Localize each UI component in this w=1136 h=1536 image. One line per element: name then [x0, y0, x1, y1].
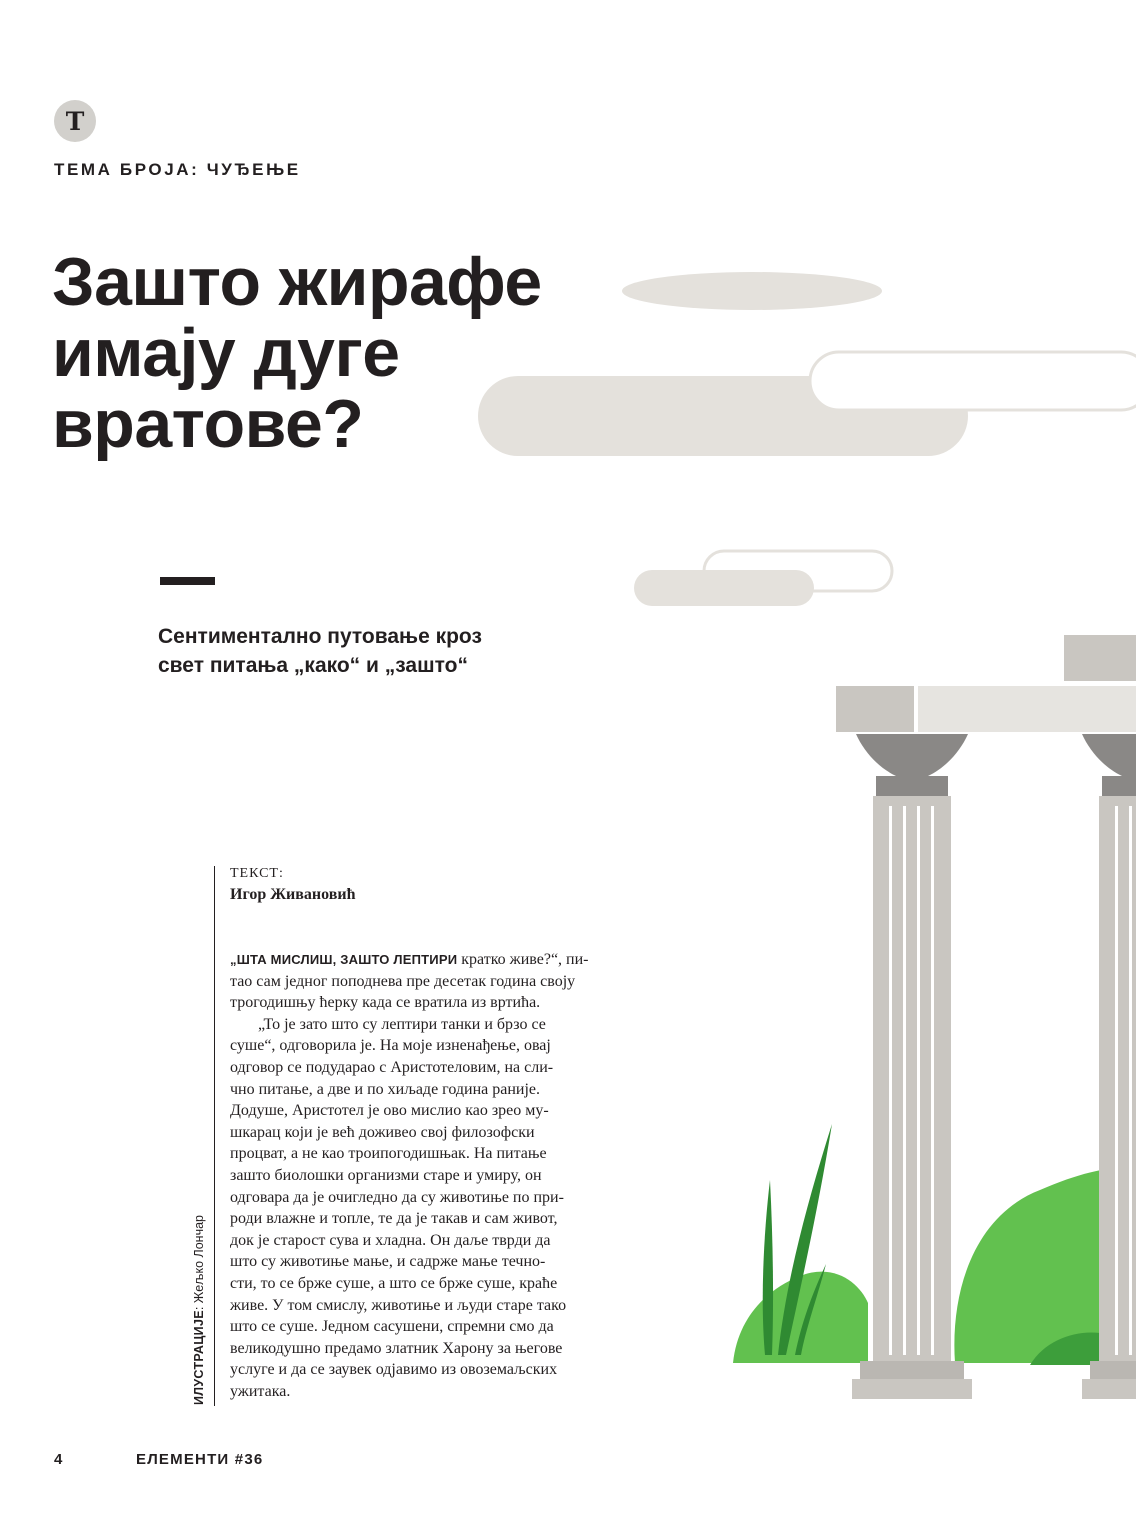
cloud-small	[634, 570, 814, 606]
body-line: сти, то се брже суше, а што се брже суше, краће	[230, 1274, 558, 1292]
body-line: роди влажне и топле, те да је такав и сам живот,	[230, 1210, 558, 1228]
author-label: ТЕКСТ:	[230, 866, 284, 881]
body-line: одговара да је очигледно да су животиње по при-	[230, 1188, 564, 1206]
entablature	[836, 635, 1136, 732]
clouds	[478, 272, 1136, 606]
body-line: шкарац који је већ доживео свој филозофски	[230, 1123, 535, 1141]
illustration-credit-name: : Жељко Лончар	[192, 1215, 206, 1311]
body-line-text: кратко живе?“, пи-	[457, 951, 589, 968]
section-badge	[54, 100, 96, 142]
body-line: одговор се подударао с Аристотеловим, на сли-	[230, 1058, 554, 1076]
article-title	[52, 244, 542, 462]
body-line: Додуше, Аристотел је ово мислио као зрео му-	[230, 1102, 549, 1120]
article-subtitle	[158, 622, 482, 680]
body-line: што су животиње мање, и садрже мање течно-	[230, 1253, 546, 1271]
body-line: тао сам једног поподнева пре десетак година своју	[230, 972, 576, 990]
body-line: великодушно предамо златник Харону за његове	[230, 1339, 563, 1357]
illustration-credit-label: ИЛУСТРАЦИЈЕ	[192, 1310, 206, 1405]
title-line: Зашто жирафе	[52, 244, 542, 320]
cloud-outline-right	[810, 352, 1136, 410]
illustration-credit	[192, 1215, 206, 1405]
title-line: вратове?	[52, 386, 364, 462]
body-line: живе. У том смислу, животиње и људи старе тако	[230, 1296, 567, 1314]
body-line: процват, а не као троипогодишњак. На питање	[230, 1145, 547, 1163]
body-line: док је старост сува и хладна. Он даље тврди да	[230, 1231, 551, 1249]
cloud-top	[622, 272, 882, 310]
magazine-issue: ЕЛЕМЕНТИ #36	[136, 1451, 264, 1468]
body-line: „То је зато што су лептири танки и брзо се	[258, 1015, 546, 1033]
body-line: ужитака.	[230, 1382, 291, 1400]
body-line: чно питање, а две и по хиљаде година раније.	[230, 1080, 541, 1098]
page-number: 4	[54, 1451, 63, 1468]
lead-caps: „ШТА МИСЛИШ, ЗАШТО ЛЕПТИРИ	[230, 952, 458, 967]
title-divider	[160, 577, 215, 585]
subtitle-line: свет питања „како“ и „зашто“	[158, 654, 468, 677]
body-line: зашто биолошки организми старе и умиру, он	[230, 1166, 542, 1184]
body-line: што се суше. Једном сасушени, спремни смо да	[230, 1318, 554, 1336]
body-line: услуге и да се заувек одјавимо из овоземаљских	[230, 1361, 558, 1379]
column-left	[852, 734, 972, 1399]
subtitle-line: Сентиментално путовање кроз	[158, 625, 482, 648]
body-line: суше“, одговорила је. На моје изненађење, овај	[230, 1037, 551, 1055]
section-label: ТЕМА БРОЈА: ЧУЂЕЊЕ	[54, 160, 301, 179]
author-name: Игор Живановић	[230, 886, 356, 903]
article-body	[230, 949, 630, 1402]
credit-divider	[214, 866, 215, 1406]
badge-letter: Т	[65, 106, 85, 136]
body-line	[230, 949, 630, 971]
title-line: имају дуге	[52, 315, 400, 391]
body-line: трогодишњу ћерку када се вратила из вртића.	[230, 994, 541, 1012]
